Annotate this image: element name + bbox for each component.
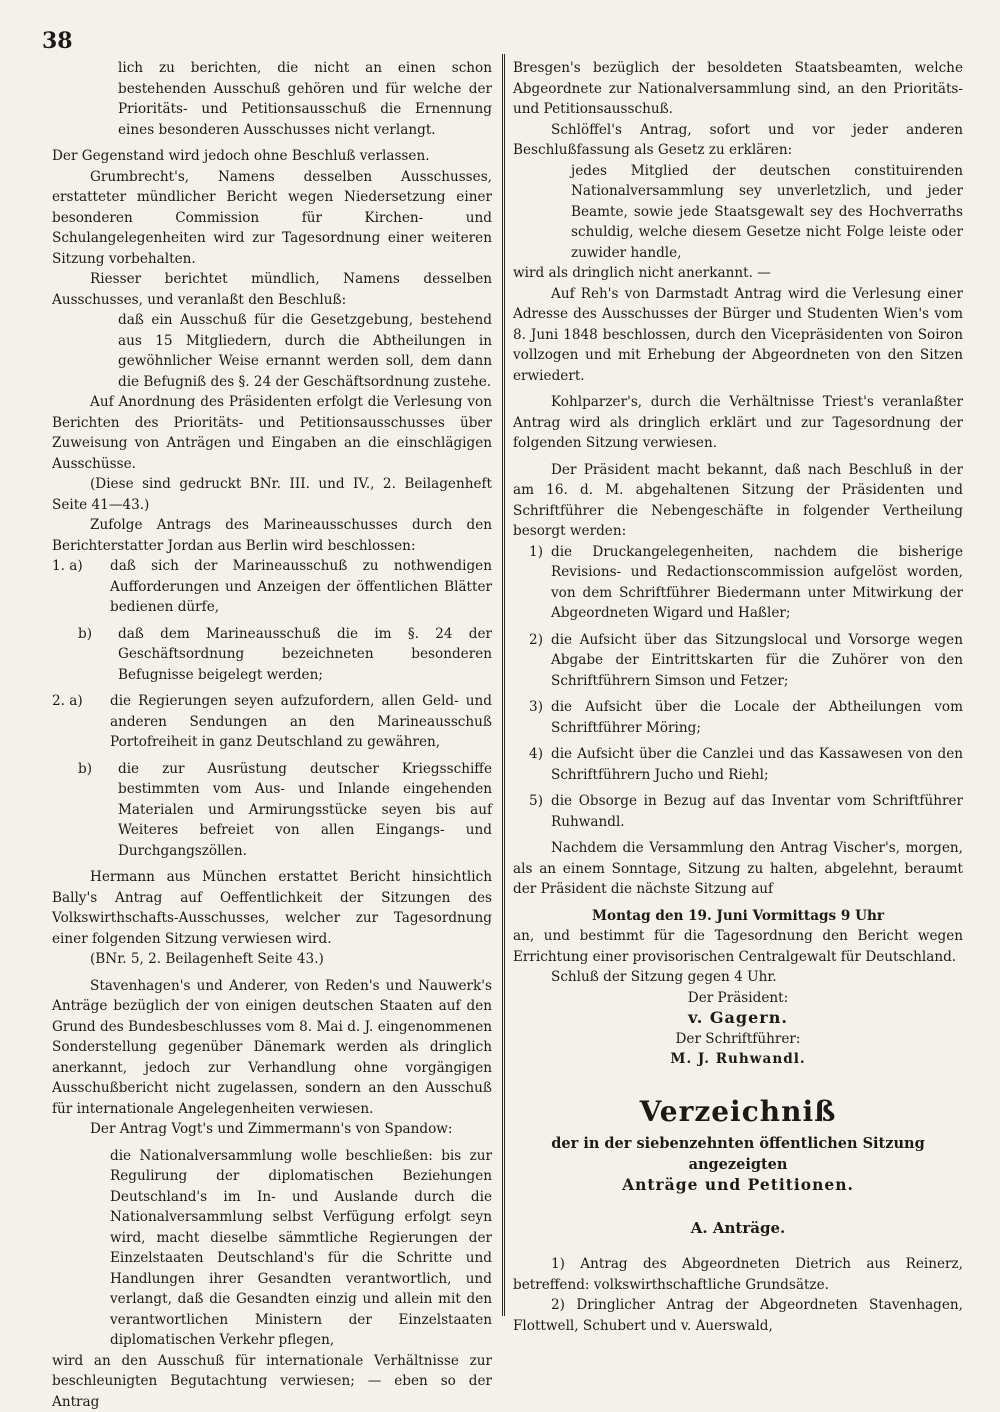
list-marker: 5) bbox=[513, 791, 551, 832]
list-text: die Aufsicht über die Canzlei und das Kassawesen von den Schriftführern Jucho und Riehl; bbox=[551, 744, 963, 785]
paragraph: Der Präsident macht bekannt, daß nach Beschluß in der am 16. d. M. abgehaltenen Sitzung der Präsidenten und Schriftführer die Nebengeschäfte in folgender Vertheilung besorgt werden: bbox=[513, 460, 963, 542]
list-text: daß sich der Marineausschuß zu nothwendigen Aufforderungen und Anzeigen der öffentlichen Blätter bedienen dürfe, bbox=[110, 556, 492, 618]
paragraph: lich zu berichten, die nicht an einen schon bestehenden Ausschuß gehören und für welche der Prioritäts- und Petitionsausschuß die Ernennung eines besonderen Ausschusses nicht verlangt. bbox=[52, 58, 492, 140]
paragraph: wird an den Ausschuß für internationale Verhältnisse zur beschleunigten Begutachtung verwiesen; — eben so der Antrag bbox=[52, 1351, 492, 1412]
paragraph: Der Antrag Vogt's und Zimmermann's von Spandow: bbox=[52, 1119, 492, 1140]
next-session-date: Montag den 19. Juni Vormittags 9 Uhr bbox=[513, 906, 963, 927]
list-marker: 3) bbox=[513, 697, 551, 738]
paragraph: Kohlparzer's, durch die Verhältnisse Triest's veranlaßter Antrag wird als dringlich erklärt und zur Tagesordnung der folgenden Sitzung verwiesen. bbox=[513, 392, 963, 454]
reference-note: (BNr. 5, 2. Beilagenheft Seite 43.) bbox=[52, 949, 492, 970]
subsection-heading: A. Anträge. bbox=[513, 1218, 963, 1239]
motion-entry: 2) Dringlicher Antrag der Abgeordneten Stavenhagen, Flottwell, Schubert und v. Auerswald, bbox=[513, 1295, 963, 1336]
paragraph: wird als dringlich nicht anerkannt. — bbox=[513, 263, 963, 284]
column-divider bbox=[502, 54, 505, 1316]
list-text: die Druckangelegenheiten, nachdem die bisherige Revisions- und Redactionscommission aufgelöst worden, von dem Schriftführer Biedermann unter Mitwirkung der Abgeordneten Wigard und Haßler; bbox=[551, 542, 963, 624]
list-marker: b) bbox=[52, 624, 118, 686]
page-number: 38 bbox=[42, 28, 73, 54]
closing-line: Schluß der Sitzung gegen 4 Uhr. bbox=[513, 967, 963, 988]
list-item bbox=[513, 791, 963, 832]
paragraph: Schlöffel's Antrag, sofort und vor jeder anderen Beschlußfassung als Gesetz zu erklären: bbox=[513, 120, 963, 161]
quoted-resolution: daß ein Ausschuß für die Gesetzgebung, bestehend aus 15 Mitgliedern, durch die Abtheilungen in gewöhnlicher Weise ernannt werden soll, dem dann die Befugniß des §. 24 der Geschäftsordnung zustehe. bbox=[52, 310, 492, 392]
paragraph: Grumbrecht's, Namens desselben Ausschusses, erstatteter mündlicher Bericht wegen Niedersetzung einer besonderen Commission für Kirchen- und Schulangelegenheiten wird zur Tagesordnung einer weiteren Sitzung vorbehalten. bbox=[52, 167, 492, 270]
paragraph: Auf Anordnung des Präsidenten erfolgt die Verlesung von Berichten des Prioritäts- und Petitionsausschusses über Zuweisung von Anträgen und Eingaben an die einschlägigen Ausschüsse. bbox=[52, 392, 492, 474]
section-subheading: der in der siebenzehnten öffentlichen Sitzung angezeigten bbox=[513, 1134, 963, 1175]
signature-name: M. J. Ruhwandl. bbox=[513, 1049, 963, 1070]
paragraph: Riesser berichtet mündlich, Namens desselben Ausschusses, und veranlaßt den Beschluß: bbox=[52, 269, 492, 310]
list-marker: b) bbox=[52, 759, 118, 862]
quoted-motion: die Nationalversammlung wolle beschließen: bis zur Regulirung der diplomatischen Beziehungen Deutschland's im In- und Auslande durch die Nationalversammlung selbst Verfügung erfolgt seyn wird, macht dieselbe sämmtliche Regierungen der Einzelstaaten Deutschland's für die Schritte und Handlungen ihrer Gesandten verantwortlich, und verlangt, daß die Gesandten einzig und allein mit den verantwortlichen Ministern der Einzelstaaten diplomatischen Verkehr pflegen, bbox=[52, 1146, 492, 1351]
list-item bbox=[52, 624, 492, 686]
section-heading: Verzeichniß bbox=[513, 1102, 963, 1123]
paragraph: Nachdem die Versammlung den Antrag Vischer's, morgen, als an einem Sonntage, Sitzung zu halten, abgelehnt, beraumt der Präsident die nächste Sitzung auf bbox=[513, 838, 963, 900]
list-marker: 1) bbox=[513, 542, 551, 624]
list-text: die zur Ausrüstung deutscher Kriegsschiffe bestimmten vom Aus- und Inlande eingehenden Materialen und Armirungsstücke seyen bis auf Weiteres befreiet von allen Eingangs- und Durchgangszöllen. bbox=[118, 759, 492, 862]
list-marker: 2) bbox=[513, 630, 551, 692]
paragraph: Auf Reh's von Darmstadt Antrag wird die Verlesung einer Adresse des Ausschusses der Bürger und Studenten Wien's vom 8. Juni 1848 beschlossen, durch den Vicepräsidenten von Soiron vollzogen und mit Erhebung der Abgeordneten von den Sitzen erwiedert. bbox=[513, 284, 963, 387]
motion-entry: 1) Antrag des Abgeordneten Dietrich aus Reinerz, betreffend: volkswirthschaftliche Grundsätze. bbox=[513, 1254, 963, 1295]
list-item bbox=[52, 759, 492, 862]
right-column bbox=[513, 58, 963, 1336]
list-item bbox=[513, 630, 963, 692]
paragraph: Der Gegenstand wird jedoch ohne Beschluß verlassen. bbox=[52, 146, 492, 167]
list-text: daß dem Marineausschuß die im §. 24 der Geschäftsordnung bezeichneten besonderen Befugnisse beigelegt werden; bbox=[118, 624, 492, 686]
signature-title: Der Präsident: bbox=[513, 988, 963, 1009]
list-item bbox=[513, 542, 963, 624]
list-marker: 4) bbox=[513, 744, 551, 785]
list-item bbox=[513, 744, 963, 785]
reference-note: (Diese sind gedruckt BNr. III. und IV., 2. Beilagenheft Seite 41—43.) bbox=[52, 474, 492, 515]
list-item bbox=[513, 697, 963, 738]
paragraph: Stavenhagen's und Anderer, von Reden's und Nauwerk's Anträge bezüglich der von einigen deutschen Staaten auf den Grund des Bundesbeschlusses vom 8. Mai d. J. eingenommenen Sonderstellung gegenüber Dänemark werden als dringlich anerkannt, jedoch zur Verhandlung ohne vorgängigen Ausschußbericht nicht zugelassen, sondern an den Ausschuß für internationale Angelegenheiten verwiesen. bbox=[52, 976, 492, 1120]
list-text: die Obsorge in Bezug auf das Inventar vom Schriftführer Ruhwandl. bbox=[551, 791, 963, 832]
list-item bbox=[52, 556, 492, 618]
list-item bbox=[52, 691, 492, 753]
paragraph: Zufolge Antrags des Marineausschusses durch den Berichterstatter Jordan aus Berlin wird beschlossen: bbox=[52, 515, 492, 556]
left-column bbox=[52, 58, 492, 1412]
list-marker: 1. a) bbox=[52, 556, 110, 618]
paragraph: an, und bestimmt für die Tagesordnung den Bericht wegen Errichtung einer provisorischen Centralgewalt für Deutschland. bbox=[513, 926, 963, 967]
list-text: die Regierungen seyen aufzufordern, allen Geld- und anderen Sendungen an den Marineausschuß Portofreiheit in ganz Deutschland zu gewähren, bbox=[110, 691, 492, 753]
quoted-motion: jedes Mitglied der deutschen constituirenden Nationalversammlung sey unverletzlich, und jeder Beamte, sowie jede Staatsgewalt sey des Hochverraths schuldig, welche diesem Gesetze nicht Folge leiste oder zuwider handle, bbox=[513, 161, 963, 264]
list-marker: 2. a) bbox=[52, 691, 110, 753]
paragraph: Hermann aus München erstattet Bericht hinsichtlich Bally's Antrag auf Oeffentlichkeit der Sitzungen des Volkswirthschafts-Ausschusses, welcher zur Tagesordnung einer folgenden Sitzung verwiesen wird. bbox=[52, 867, 492, 949]
list-text: die Aufsicht über die Locale der Abtheilungen vom Schriftführer Möring; bbox=[551, 697, 963, 738]
list-text: die Aufsicht über das Sitzungslocal und Vorsorge wegen Abgabe der Eintrittskarten für die Zuhörer von den Schriftführern Simson und Fetzer; bbox=[551, 630, 963, 692]
signature-title: Der Schriftführer: bbox=[513, 1029, 963, 1050]
signature-name: v. Gagern. bbox=[513, 1008, 963, 1029]
section-subheading: Anträge und Petitionen. bbox=[513, 1175, 963, 1196]
paragraph: Bresgen's bezüglich der besoldeten Staatsbeamten, welche Abgeordnete zur Nationalversammlung sind, an den Prioritäts- und Petitionsausschuß. bbox=[513, 58, 963, 120]
